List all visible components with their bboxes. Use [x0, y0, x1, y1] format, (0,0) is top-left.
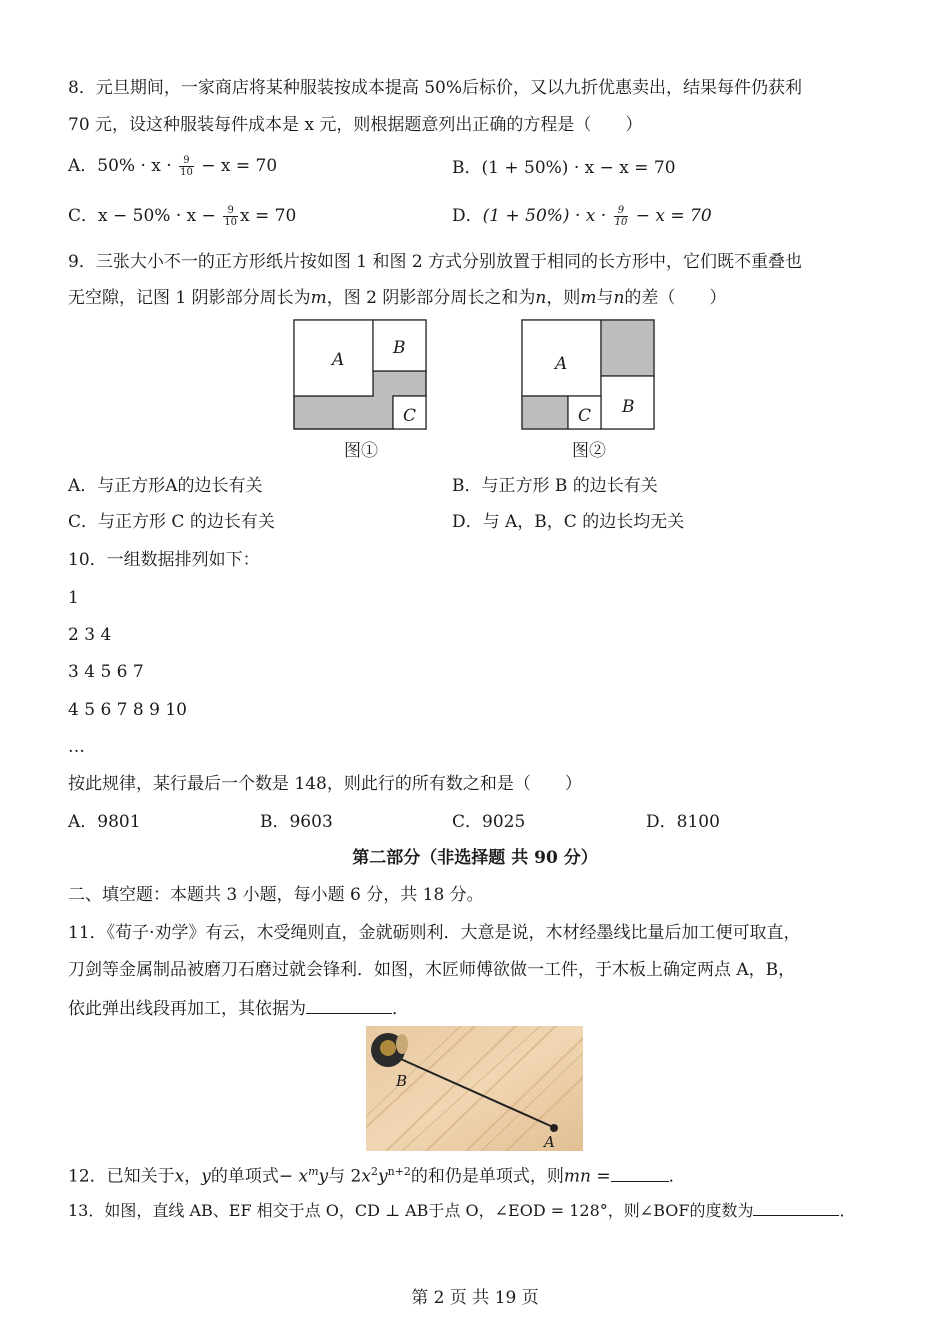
fig2-shaded-top-right — [601, 320, 654, 376]
text: 的差（ ） — [624, 288, 727, 308]
fraction-denominator: 10 — [224, 217, 238, 228]
q10-row-1: 1 — [68, 588, 79, 608]
text: = — [590, 1166, 611, 1187]
q9-option-d[interactable]: D．与 A，B，C 的边长均无关 — [452, 512, 685, 532]
q13-line — [68, 1197, 855, 1223]
text: ，图 2 阴影部分周长之和为 — [326, 288, 536, 308]
fig2-label-c: C — [578, 406, 592, 426]
q10-row-3: 3 4 5 6 7 — [68, 662, 144, 682]
q11-line3 — [68, 995, 409, 1021]
text: 无空隙，记图 1 阴影部分周长为 — [68, 288, 311, 308]
fig1-label-c: C — [403, 406, 417, 426]
var-x: x — [174, 1166, 185, 1187]
answer-blank[interactable] — [306, 995, 392, 1014]
page-footer: 第 2 页 共 19 页 — [411, 1288, 539, 1308]
exponent-n-plus-2: n+2 — [387, 1165, 411, 1178]
part2-title: 第二部分（非选择题 共 90 分） — [352, 848, 598, 868]
text: 12．已知关于 — [68, 1166, 175, 1187]
text: 依此弹出线段再加工，其依据为 — [68, 999, 306, 1019]
option-label: B． — [452, 158, 482, 178]
q10-option-b[interactable]: B．9603 — [260, 812, 333, 832]
var-x: x — [298, 1166, 309, 1187]
q10-intro: 10．一组数据排列如下： — [68, 550, 260, 570]
q9-option-a[interactable]: A．与正方形A的边长有关 — [68, 476, 263, 496]
q9-option-c[interactable]: C．与正方形 C 的边长有关 — [68, 512, 275, 532]
q10-question: 按此规律，某行最后一个数是 148，则此行的所有数之和是（ ） — [68, 774, 582, 794]
q11-line2: 刀剑等金属制品被磨刀石磨过就会锋利．如图，木匠师傅欲做一工件，于木板上确定两点 A，B， — [68, 960, 796, 980]
fraction — [223, 205, 238, 228]
var-y: y — [318, 1166, 329, 1187]
option-label: C． — [68, 206, 99, 226]
option-label: A． — [68, 156, 98, 176]
fraction-numerator: 9 — [223, 205, 238, 217]
fraction — [614, 205, 629, 228]
photo-label-a: A — [544, 1133, 555, 1151]
hand — [396, 1034, 408, 1054]
ink-box-reel — [380, 1040, 396, 1056]
fig2-shaded-bottom-left — [522, 396, 568, 429]
text: 的和仍是单项式，则 — [410, 1166, 564, 1187]
text: ． — [392, 999, 409, 1019]
option-text: (1 + 50%) · x · — [482, 206, 612, 226]
var-y: y — [201, 1166, 211, 1187]
option-text: − x = 70 — [195, 156, 278, 176]
exponent-m: m — [308, 1165, 319, 1178]
fig2-label-b: B — [622, 397, 635, 417]
q9-line2 — [68, 286, 726, 310]
nail-point — [550, 1124, 558, 1132]
text: 13．如图，直线 AB、EF 相交于点 O，CD ⊥ AB于点 O，∠EOD = 128°，则∠BOF的度数为 — [68, 1201, 754, 1220]
option-text: − x = 70 — [630, 206, 712, 226]
q8-option-c[interactable] — [68, 204, 296, 228]
figure-2 — [518, 316, 660, 436]
text: ． — [839, 1201, 856, 1220]
text: 与 2 — [328, 1166, 362, 1187]
q10-option-a[interactable]: A．9801 — [68, 812, 141, 832]
var-mn: mn — [563, 1166, 591, 1187]
q10-option-c[interactable]: C．9025 — [452, 812, 526, 832]
answer-blank[interactable] — [753, 1197, 839, 1216]
var-n: n — [535, 288, 547, 308]
fraction-denominator: 10 — [180, 167, 193, 178]
var-m: m — [580, 288, 597, 308]
fraction — [179, 155, 194, 178]
q8-line2: 70 元，设这种服装每件成本是 x 元，则根据题意列出正确的方程是（ ） — [68, 115, 643, 135]
text: 的单项式− — [210, 1166, 299, 1187]
woodboard-photo — [366, 1026, 583, 1151]
option-text: (1 + 50%) · x − x = 70 — [481, 158, 676, 178]
q8-option-d[interactable] — [452, 204, 712, 228]
q8-option-b[interactable] — [452, 156, 676, 180]
q8-option-a[interactable] — [68, 154, 277, 178]
fig1-label-b: B — [393, 338, 406, 358]
q10-row-ellipsis: … — [68, 737, 85, 757]
fraction-numerator: 9 — [179, 155, 194, 167]
fig2-caption: 图② — [572, 441, 606, 461]
fraction-denominator: 10 — [614, 217, 628, 228]
option-text: x = 70 — [240, 206, 297, 226]
exponent-2: 2 — [370, 1165, 378, 1178]
q12-line — [68, 1160, 686, 1189]
text: ． — [668, 1166, 686, 1187]
fraction-numerator: 9 — [614, 205, 629, 217]
text: ，则 — [546, 288, 581, 308]
q9-option-b[interactable]: B．与正方形 B 的边长有关 — [452, 476, 658, 496]
var-m: m — [310, 288, 327, 308]
q9-line1: 9．三张大小不一的正方形纸片按如图 1 和图 2 方式分别放置于相同的长方形中，它们既不重叠也 — [68, 252, 803, 272]
fig1-caption: 图① — [344, 441, 378, 461]
answer-blank[interactable] — [611, 1163, 669, 1182]
q8-line1: 8．元旦期间，一家商店将某种服装按成本提高 50%后标价，又以九折优惠卖出，结果每件仍获利 — [68, 78, 803, 98]
photo-label-b: B — [396, 1072, 408, 1090]
option-label: D． — [452, 206, 483, 226]
fig1-label-a: A — [332, 350, 345, 370]
q10-option-d[interactable]: D．8100 — [646, 812, 720, 832]
fig2-label-a: A — [555, 354, 568, 374]
q10-row-2: 2 3 4 — [68, 625, 112, 645]
option-text: 50% · x · — [97, 156, 178, 176]
q10-row-4: 4 5 6 7 8 9 10 — [68, 700, 187, 720]
q11-line1: 11．《荀子·劝学》有云，木受绳则直，金就砺则利．大意是说，木材经墨线比量后加工便可取直， — [68, 923, 801, 943]
var-x: x — [361, 1166, 371, 1187]
text: ， — [184, 1166, 202, 1187]
var-y: y — [377, 1166, 388, 1187]
text: 与 — [596, 288, 614, 308]
var-n: n — [613, 288, 625, 308]
option-text: x − 50% · x − — [98, 206, 222, 226]
section-header: 二、填空题：本题共 3 小题，每小题 6 分，共 18 分。 — [68, 885, 484, 905]
figure-1 — [290, 316, 432, 436]
